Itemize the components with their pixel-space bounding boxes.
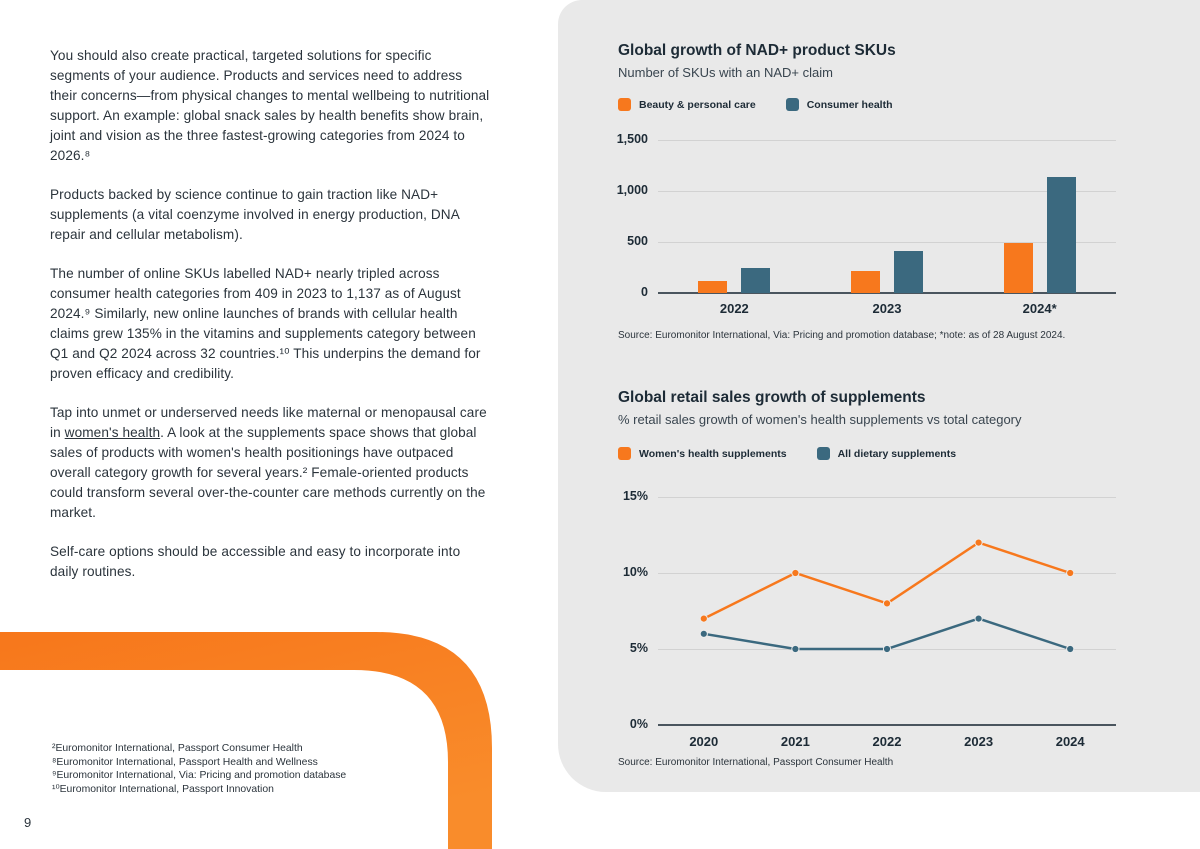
- legend-swatch-icon: [817, 447, 830, 460]
- bar-chart-title: Global growth of NAD+ product SKUs: [618, 42, 896, 59]
- bar-chart-legend: [618, 98, 892, 111]
- x-axis-label: 2022: [872, 734, 902, 749]
- paragraph: Self-care options should be accessible and easy to incorporate into daily routines.: [50, 544, 461, 579]
- legend-item-womens-health: [618, 447, 787, 460]
- line-all-dietary-supplements: [704, 619, 1070, 649]
- bar-chart-plot: [616, 132, 1116, 316]
- point-all-dietary-supplements-2020: [700, 630, 707, 637]
- y-axis-label: 0%: [629, 717, 648, 731]
- legend-label: All dietary supplements: [837, 447, 957, 460]
- point-all-dietary-supplements-2021: [792, 645, 799, 652]
- footnote: ⁹Euromonitor International, Via: Pricing and promotion database: [52, 770, 347, 781]
- paragraph: The number of online SKUs labelled NAD+ nearly tripled across consumer health categories from 409 in 2023 to 1,137 as of August 2024.⁹ Similarly, new online launches of brands with cellular health claims grew 135% in the vitamins and supplements category between Q1 and Q2 2024 across 32 countries.¹⁰ This underpins the demand for proven efficacy and credibility.: [50, 266, 481, 381]
- x-axis-label: 2023: [872, 301, 902, 316]
- bar-consumer-health-2023: [894, 251, 923, 293]
- point-all-dietary-supplements-2023: [975, 615, 982, 622]
- legend-swatch-icon: [786, 98, 799, 111]
- x-axis-label: 2021: [780, 734, 810, 749]
- legend-item-all-dietary: [817, 447, 956, 460]
- point-women-s-health-supplements-2022: [883, 600, 890, 607]
- x-axis-label: 2024: [1055, 734, 1085, 749]
- y-axis-label: 10%: [622, 565, 648, 579]
- legend-label: Beauty & personal care: [639, 98, 756, 111]
- point-women-s-health-supplements-2023: [975, 539, 982, 546]
- footnote: ⁸Euromonitor International, Passport Health and Wellness: [52, 756, 318, 768]
- point-women-s-health-supplements-2024: [1067, 569, 1074, 576]
- page-number: 9: [24, 815, 32, 830]
- point-all-dietary-supplements-2024: [1067, 645, 1074, 652]
- bar-chart-source: Source: Euromonitor International, Via: Pricing and promotion database; *note: as of 28 August 2024.: [618, 330, 1066, 341]
- paragraph: [50, 403, 490, 523]
- point-all-dietary-supplements-2022: [883, 645, 890, 652]
- paragraph-text: Tap into unmet or underserved needs like maternal or menopausal care in: [50, 405, 487, 440]
- y-axis-label: 0: [641, 285, 648, 299]
- x-axis-label: 2024*: [1022, 301, 1057, 316]
- line-chart-source: Source: Euromonitor International, Passport Consumer Health: [618, 757, 894, 768]
- x-axis-label: 2020: [689, 734, 719, 749]
- y-axis-label: 1,000: [616, 183, 648, 197]
- legend-label: Consumer health: [806, 98, 893, 111]
- bar-consumer-health-2022: [741, 268, 770, 294]
- charts-panel: [558, 0, 1200, 792]
- womens-health-link[interactable]: women's health: [64, 425, 161, 440]
- legend-label: Women's health supplements: [639, 447, 787, 460]
- line-chart-canvas: [658, 497, 1116, 725]
- bar-consumer-health-2024: [1047, 177, 1076, 293]
- point-women-s-health-supplements-2020: [700, 615, 707, 622]
- bar-beauty-personal-care-2023: [851, 271, 880, 293]
- paragraph: You should also create practical, targeted solutions for specific segments of your audience. Products and services need to address their concerns—from physical changes to mental wellbeing to nutritional support. An example: global snack sales by health benefits show brain, joint and vision as the three fastest-growing categories from 2024 to 2026.⁸: [50, 48, 490, 163]
- body-text-column: [50, 46, 490, 601]
- x-axis-label: 2023: [964, 734, 994, 749]
- legend-item-consumer-health: [786, 98, 893, 111]
- footnote: ¹⁰Euromonitor International, Passport Innovation: [52, 783, 274, 795]
- x-axis-label: 2022: [719, 301, 749, 316]
- orange-ribbon-decoration: [0, 630, 500, 849]
- line-chart-plot: [622, 489, 1116, 749]
- y-axis-label: 15%: [622, 489, 648, 503]
- legend-swatch-icon: [618, 98, 631, 111]
- legend-swatch-icon: [618, 447, 631, 460]
- y-axis-label: 1,500: [616, 132, 648, 146]
- line-chart-subtitle: % retail sales growth of women's health supplements vs total category: [618, 412, 1022, 427]
- paragraph-text: . A look at the supplements space shows that global sales of products with women's health positionings have outpaced overall category growth for several years.² Female-oriented products could transform several over-the-counter care methods currently on the market.: [50, 425, 486, 520]
- line-chart-legend: [618, 447, 956, 460]
- bar-beauty-personal-care-2024: [1004, 243, 1033, 293]
- point-women-s-health-supplements-2021: [792, 569, 799, 576]
- bar-beauty-personal-care-2022: [698, 281, 727, 293]
- footnote: ²Euromonitor International, Passport Consumer Health: [52, 743, 303, 754]
- y-axis-label: 5%: [629, 641, 648, 655]
- paragraph: Products backed by science continue to gain traction like NAD+ supplements (a vital coenzyme involved in energy production, DNA repair and cellular metabolism).: [50, 187, 460, 242]
- y-axis-label: 500: [627, 234, 648, 248]
- gridline: [658, 140, 1116, 141]
- bar-chart-subtitle: Number of SKUs with an NAD+ claim: [618, 65, 833, 80]
- line-chart-title: Global retail sales growth of supplements: [618, 389, 926, 406]
- legend-item-beauty: [618, 98, 756, 111]
